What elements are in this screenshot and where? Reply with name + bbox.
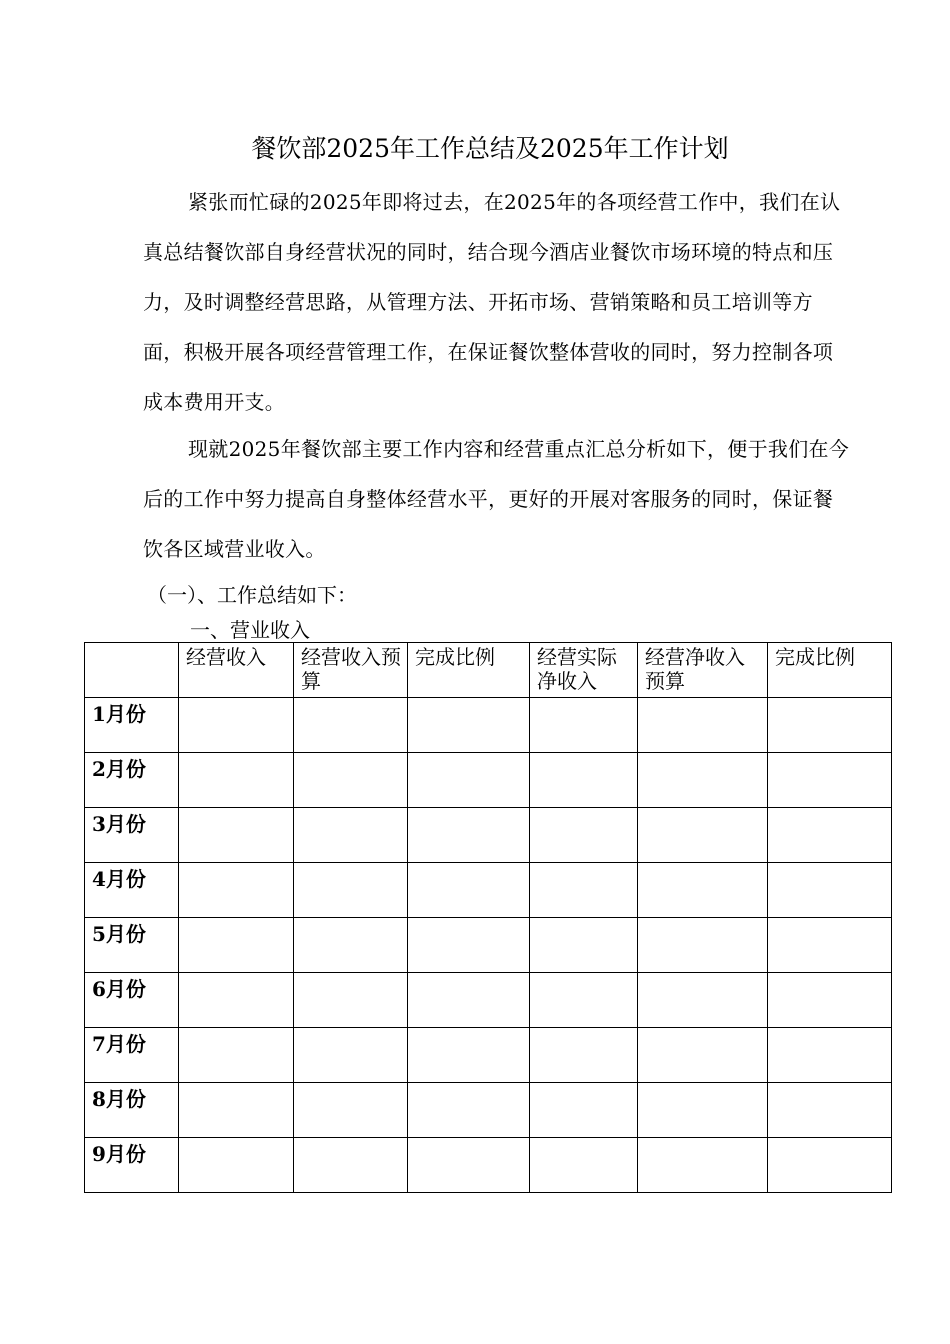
table-cell [179, 1138, 294, 1193]
table-cell [638, 1028, 768, 1083]
header-actual-net-income: 经营实际净收入 [530, 643, 638, 698]
table-cell [768, 918, 892, 973]
header-net-completion-ratio: 完成比例 [768, 643, 892, 698]
table-cell [179, 808, 294, 863]
table-body [85, 698, 892, 1193]
table-row [85, 698, 892, 753]
table-cell [408, 808, 530, 863]
month-label-cell: 8月份 [85, 1083, 179, 1138]
table-cell [294, 808, 408, 863]
table-row [85, 918, 892, 973]
table-row [85, 753, 892, 808]
table-cell [294, 1138, 408, 1193]
document-title: 餐饮部2025年工作总结及2025年工作计划 [251, 134, 729, 163]
table-cell [768, 698, 892, 753]
month-label-cell: 4月份 [85, 863, 179, 918]
table-cell [294, 973, 408, 1028]
table-cell [530, 753, 638, 808]
table-cell [768, 973, 892, 1028]
revenue-table [84, 642, 892, 1193]
section-heading: （一）、工作总结如下： [147, 583, 357, 607]
table-cell [638, 973, 768, 1028]
table-cell [179, 1083, 294, 1138]
table-row [85, 863, 892, 918]
table-cell [530, 1083, 638, 1138]
table-cell [768, 808, 892, 863]
table-cell [638, 918, 768, 973]
table-cell [638, 808, 768, 863]
table-cell [294, 753, 408, 808]
header-operating-income-budget: 经营收入预算 [294, 643, 408, 698]
table-cell [530, 698, 638, 753]
table-cell [768, 1028, 892, 1083]
table-cell [768, 1138, 892, 1193]
table-cell [638, 698, 768, 753]
table-cell [530, 1028, 638, 1083]
table-cell [179, 918, 294, 973]
month-label-cell: 3月份 [85, 808, 179, 863]
table-cell [638, 1083, 768, 1138]
table-cell [294, 918, 408, 973]
intro-paragraph: 紧张而忙碌的2025年即将过去，在2025年的各项经营工作中，我们在认真总结餐饮部自身经营状况的同时，结合现今酒店业餐饮市场环境的特点和压力，及时调整经营思路，从管理方法、开拓市场、营销策略和员工培训等方面，积极开展各项经营管理工作，在保证餐饮整体营收的同时，努力控制各项成本费用开支。 [143, 190, 841, 414]
month-label-cell: 1月份 [85, 698, 179, 753]
table-cell [638, 863, 768, 918]
month-label-cell: 6月份 [85, 973, 179, 1028]
table-cell [408, 973, 530, 1028]
header-blank-cell [85, 643, 179, 698]
table-cell [408, 918, 530, 973]
table-cell [179, 698, 294, 753]
table-cell [530, 1138, 638, 1193]
table-row [85, 973, 892, 1028]
table-cell [768, 753, 892, 808]
table-cell [408, 863, 530, 918]
table-row [85, 1083, 892, 1138]
table-cell [530, 918, 638, 973]
header-operating-income: 经营收入 [179, 643, 294, 698]
table-row [85, 808, 892, 863]
table-header-row [85, 643, 892, 698]
table-cell [294, 1083, 408, 1138]
table-cell [179, 973, 294, 1028]
table-cell [638, 753, 768, 808]
month-label-cell: 9月份 [85, 1138, 179, 1193]
table-cell [408, 1138, 530, 1193]
table-cell [408, 698, 530, 753]
table-cell [179, 863, 294, 918]
table-row [85, 1028, 892, 1083]
subsection-heading: 一、营业收入 [190, 618, 310, 642]
month-label-cell: 5月份 [85, 918, 179, 973]
table-cell [294, 863, 408, 918]
table-cell [408, 1083, 530, 1138]
table-cell [294, 698, 408, 753]
table-cell [530, 863, 638, 918]
table-cell [179, 1028, 294, 1083]
table-cell [638, 1138, 768, 1193]
table-cell [294, 1028, 408, 1083]
table-row [85, 1138, 892, 1193]
month-label-cell: 7月份 [85, 1028, 179, 1083]
summary-paragraph: 现就2025年餐饮部主要工作内容和经营重点汇总分析如下，便于我们在今后的工作中努力提高自身整体经营水平，更好的开展对客服务的同时，保证餐饮各区域营业收入。 [143, 437, 850, 561]
table-cell [179, 753, 294, 808]
table-cell [768, 1083, 892, 1138]
table-cell [768, 863, 892, 918]
table-cell [408, 753, 530, 808]
header-net-income-budget: 经营净收入预算 [638, 643, 768, 698]
table-cell [530, 808, 638, 863]
table-cell [408, 1028, 530, 1083]
month-label-cell: 2月份 [85, 753, 179, 808]
table-cell [530, 973, 638, 1028]
header-completion-ratio: 完成比例 [408, 643, 530, 698]
